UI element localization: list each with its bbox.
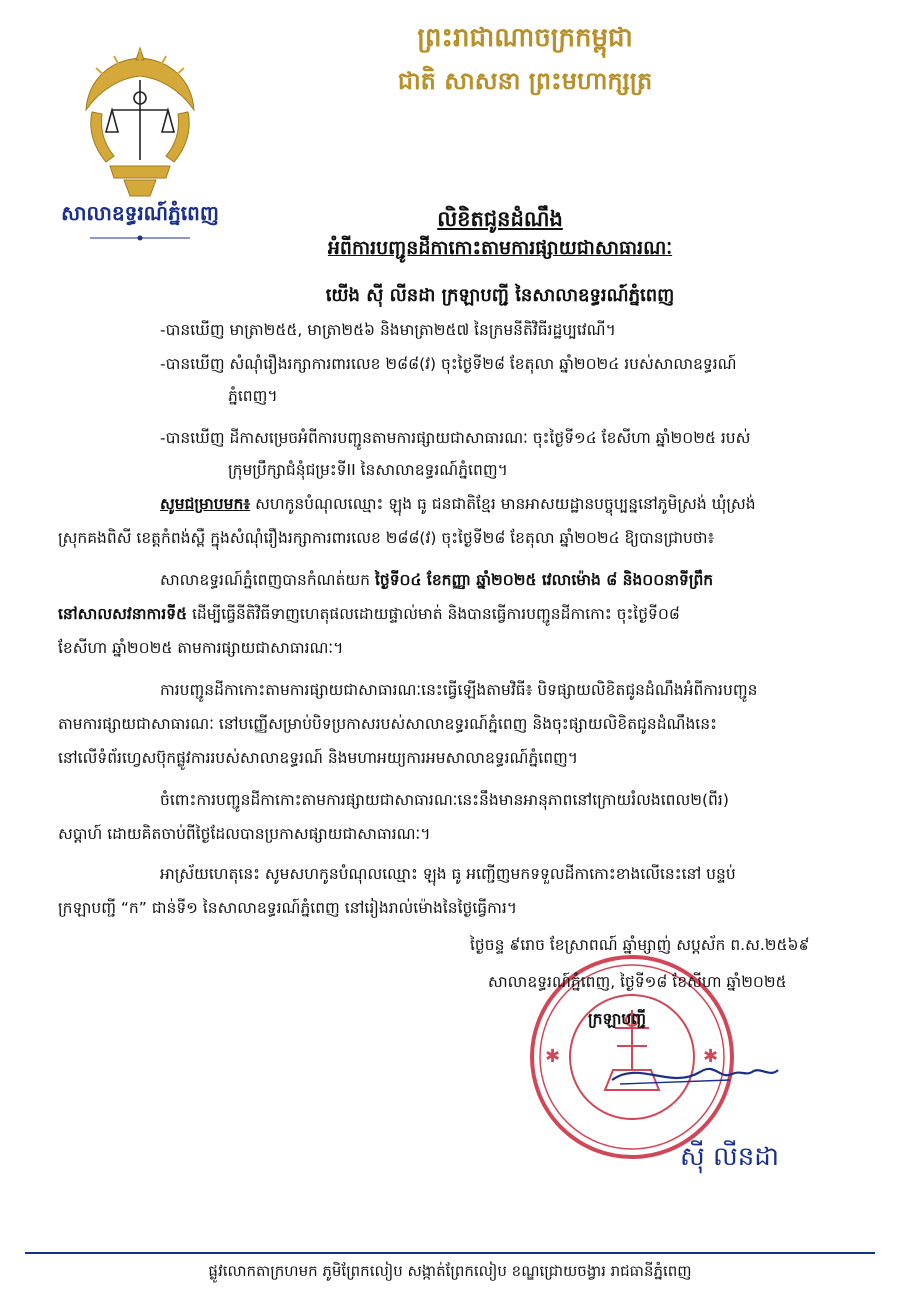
footer-address: ផ្លូវលោកតាក្រហមក ភូមិព្រែកលៀប សង្កាត់ព្រែកលៀប ខណ្ឌជ្រោយចង្វារ រាជធានីភ្នំពេញ (208, 1262, 692, 1280)
consideration-2: -បានឃើញ សំណុំរឿងរក្សាការពារលេខ ២៨៨(វ) ចុះថ្ងៃទី២៨ ខែតុលា ឆ្នាំ២០២៤ របស់សាលាឧទ្ធរណ៍ (160, 355, 737, 373)
svg-text:✱: ✱ (545, 1046, 561, 1067)
court-name: សាលាឧទ្ធរណ៍ភ្នំពេញ (61, 201, 219, 225)
para4-line-2: ក្រឡាបញ្ជី “ក” ជាន់ទី១ នៃសាលាឧទ្ធរណ៍ភ្នំពេញ នៅរៀងរាល់ម៉ោងនៃថ្ងៃធ្វើការ។ (58, 899, 517, 917)
para3-line-2: សប្តាហ៍ ដោយគិតចាប់ពីថ្ងៃដែលបានប្រកាសផ្សាយជាសាធារណៈ។ (58, 825, 431, 843)
notice-line-1 (160, 494, 756, 517)
signature-block (470, 935, 890, 1032)
para3-line-1: ចំពោះការបញ្ជូនដីកាកោះតាមការផ្សាយជាសាធារណៈនេះនឹងមានអានុភាពនៅក្រោយរំលងពេល២(ពីរ) (160, 791, 729, 809)
document-subject: អំពីការបញ្ជូនដីកាកោះតាមការផ្សាយជាសាធារណៈ (327, 237, 673, 259)
national-motto: ជាតិ សាសនា ព្រះមហាក្សត្រ (397, 66, 653, 95)
consideration-3: -បានឃើញ ដីកាសម្រេចអំពីការបញ្ជូនតាមការផ្សាយជាសាធារណៈ ចុះថ្ងៃទី១៤ ខែសីហា ឆ្នាំ២០២៥ របស់ (160, 429, 751, 447)
para1-text-2: ដើម្បីធ្វើនីតិវិធីទាញហេតុផលដោយផ្ទាល់មាត់ និងបានធ្វើការបញ្ជូនដីកាកោះ ចុះថ្ងៃទី០៨ (187, 605, 680, 623)
consideration-1: -បានឃើញ មាត្រា២៥៥, មាត្រា២៥៦ និងមាត្រា២៥៧ នៃក្រមនីតិវិធីរដ្ឋប្បវេណី។ (160, 321, 616, 339)
document-type: លិខិតជូនដំណឹង (437, 207, 563, 231)
hearing-datetime: ថ្ងៃទី០៤ ខែកញ្ញា ឆ្នាំ២០២៥ វេលាម៉ោង ៨ និង០០នាទីព្រឹក (374, 571, 714, 589)
place-date: សាលាឧទ្ធរណ៍ភ្នំពេញ, ថ្ងៃទី១៨ ខែសីហា ឆ្នាំ២០២៥ (488, 973, 787, 991)
para1-line-3: ខែសីហា ឆ្នាំ២០២៥ តាមការផ្សាយជាសាធារណៈ។ (58, 639, 344, 657)
signer-title: ក្រឡាបញ្ជី (588, 1010, 646, 1028)
notice-label: សូមជម្រាបមក៖ (160, 495, 251, 513)
lunar-date: ថ្ងៃចន្ទ ៩រោច ខែស្រាពណ៍ ឆ្នាំម្សាញ់ សប្តស័ក ព.ស.២៥៦៩ (470, 936, 810, 954)
para1-line-1 (160, 570, 713, 593)
para2-line-2: តាមការផ្សាយជាសាធារណៈ នៅបញ្ញើសម្រាប់បិទប្រកាសរបស់សាលាឧទ្ធរណ៍ភ្នំពេញ និងចុះផ្សាយលិខិតជូនដំណឹងនេះ (58, 715, 717, 733)
para4-line-1: អាស្រ័យហេតុនេះ សូមសហកូនបំណុលឈ្មោះ ឡុង ធូ អញ្ជើញមកទទួលដីកាកោះខាងលើនេះនៅ បន្ទប់ (160, 865, 736, 883)
presiding-statement: យើង ស៊ី លីនដា ក្រឡាបញ្ជី នៃសាលាឧទ្ធរណ៍ភ្នំពេញ (325, 285, 675, 306)
footer-rule (25, 1252, 875, 1254)
consideration-2-cont: ភ្នំពេញ។ (228, 387, 278, 405)
notice-line-2: ស្រុកគងពិសី ខេត្តកំពង់ស្ពឺ ក្នុងសំណុំរឿងរក្សាការពារលេខ ២៨៨(វ) ចុះថ្ងៃទី២៨ ខែតុលា ឆ្នាំ២០២៤ ឱ្យបានជ្រាបថា៖ (58, 529, 715, 547)
para2-line-3: នៅលើទំព័រហ្វេសប៊ុកផ្លូវការរបស់សាលាឧទ្ធរណ៍ និងមហាអយ្យការអមសាលាឧទ្ធរណ៍ភ្នំពេញ។ (58, 749, 579, 767)
para1-text: សាលាឧទ្ធរណ៍ភ្នំពេញបានកំណត់យក (160, 571, 375, 589)
para2-line-1: ការបញ្ជូនដីកាកោះតាមការផ្សាយជាសាធារណៈនេះធ្វើឡើងតាមវិធី៖ បិទផ្សាយលិខិតជូនដំណឹងអំពីការបញ្ជូន (160, 681, 758, 699)
para1-line-2 (58, 604, 680, 627)
kingdom-title: ព្រះរាជាណាចក្រកម្ពុជា (417, 23, 633, 53)
handwritten-signature-icon (610, 1050, 780, 1090)
kingdom-header (360, 18, 690, 100)
svg-text:✱: ✱ (703, 1046, 719, 1067)
notice-text-1: សហកូនបំណុលឈ្មោះ ឡុង ធូ ជនជាតិខ្មែរ មានអាសយដ្ឋានបច្ចុប្បន្ននៅភូមិស្រង់ ឃុំស្រង់ (250, 495, 756, 513)
signer-name: ស៊ី លីនដា (680, 1142, 780, 1172)
court-emblem-icon (70, 40, 210, 200)
consideration-3-cont: ក្រុមប្រឹក្សាជំនុំជម្រះទីII នៃសាលាឧទ្ធរណ៍ភ្នំពេញ។ (228, 461, 508, 479)
hearing-room: នៅសាលសវនាការទី៥ (58, 605, 188, 623)
